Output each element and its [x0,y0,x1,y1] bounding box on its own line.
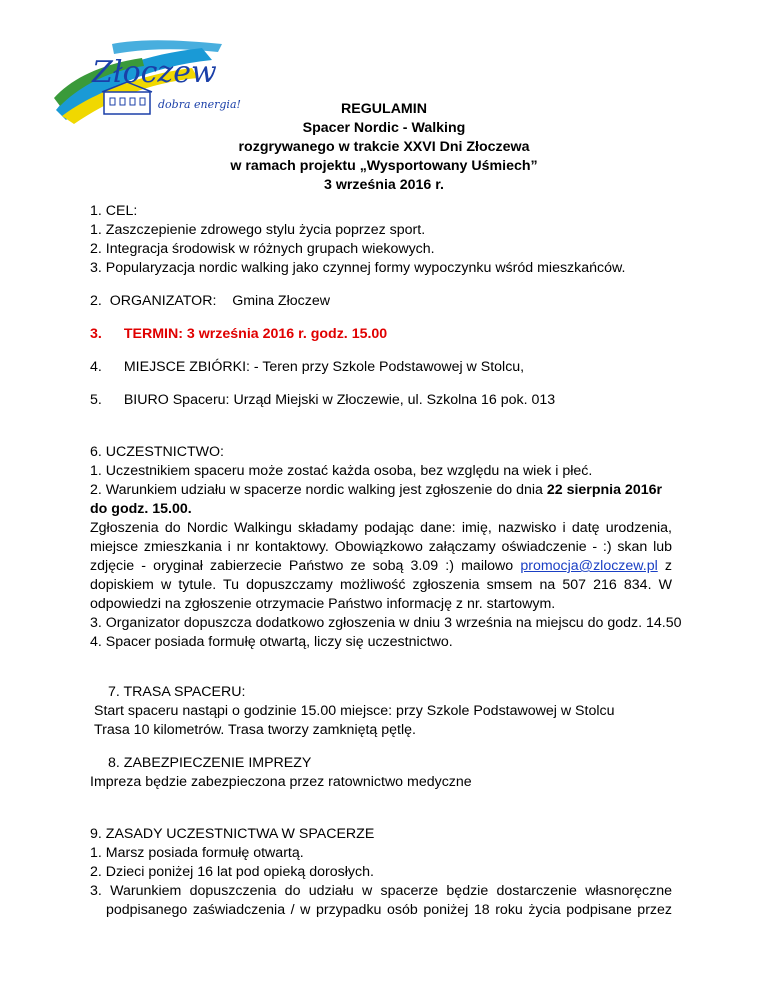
header-title: REGULAMIN [341,101,427,117]
section-8-line-1: Impreza będzie zabezpieczona przez ratownictwo medyczne [90,774,472,790]
section-1-item-1: 1. Zaszczepienie zdrowego stylu życia poprzez sport. [90,222,426,238]
section-6-deadline: 22 sierpnia 2016r [546,482,663,498]
section-6-justified-4: dopiskiem w tytule. Tu dopuszczamy możliwość zgłoszenia smsem na 507 216 834. W [90,577,672,593]
section-6-justified-2: miejsce zmieszkania i nr kontaktowy. Obowiązkowo załączamy oświadczenie - :) skan lub [90,539,672,555]
section-4-number: 4. [90,359,102,375]
section-1-item-3: 3. Popularyzacja nordic walking jako czynnej formy wypoczynku wśród mieszkańców. [90,260,626,276]
section-5-number: 5. [90,392,102,408]
section-1-title: 1. CEL: [90,203,138,219]
section-9-title: 9. ZASADY UCZESTNICTWA W SPACERZE [90,826,375,842]
section-6-title: 6. UCZESTNICTWO: [90,444,224,460]
section-5-office [90,391,555,410]
section-3-number: 3. [90,326,102,342]
section-6-point-1: 1. Uczestnikiem spaceru może zostać każda osoba, bez względu na wiek i płeć. [90,463,593,479]
section-9-item-2: 2. Dzieci poniżej 16 lat pod opieką dorosłych. [90,864,374,880]
section-8-title: 8. ZABEZPIECZENIE IMPREZY [108,755,312,771]
section-2-label: ORGANIZATOR: [109,293,217,309]
section-7-title: 7. TRASA SPACERU: [108,684,246,700]
section-1-item-2: 2. Integracja środowisk w różnych grupach wiekowych. [90,241,435,257]
section-9-item-1: 1. Marsz posiada formułę otwartą. [90,845,304,861]
section-6-point-3: 3. Organizator dopuszcza dodatkowo zgłoszenia w dniu 3 września na miejscu do godz. 14.50 [90,615,682,631]
section-6-point-2-text: 2. Warunkiem udziału w spacerze nordic walking jest zgłoszenie do dnia [90,482,547,498]
section-3-date [90,325,387,344]
header-subtitle: Spacer Nordic - Walking [302,120,466,136]
section-2-value: Gmina Złoczew [232,293,330,309]
header-line-4: w ramach projektu „Wysportowany Uśmiech” [230,158,538,174]
section-2-number: 2. [90,293,102,309]
section-6-justified-5: odpowiedzi na zgłoszenie otrzymacie Państwo informację z nr. startowym. [90,596,556,612]
header-date: 3 września 2016 r. [324,177,444,193]
section-6-justified-1: Zgłoszenia do Nordic Walkingu składamy podając dane: imię, nazwisko i datę urodzenia, [90,520,672,536]
section-6-justified-3-text: zdjęcie - oryginał zabierzecie Państwo ze sobą 3.09 :) mailowo [90,558,514,574]
logo-tagline: dobra energia! [158,98,241,111]
document-header [0,100,768,195]
header-line-3: rozgrywanego w trakcie XXVI Dni Złoczewa [238,139,530,155]
section-7-line-1: Start spaceru nastąpi o godzinie 15.00 miejsce: przy Szkole Podstawowej w Stolcu [94,703,615,719]
email-link[interactable]: promocja@zloczew.pl [520,558,658,574]
section-4-text: MIEJSCE ZBIÓRKI: - Teren przy Szkole Podstawowej w Stolcu, [123,359,525,375]
section-2-organizer [90,292,330,311]
section-6-justified-3 [90,557,672,576]
logo-script-text: Złoczew [92,55,217,90]
section-5-text: BIURO Spaceru: Urząd Miejski w Złoczewie, ul. Szkolna 16 pok. 013 [123,392,556,408]
section-6-justified-3-end: z [664,558,672,574]
section-7-line-2: Trasa 10 kilometrów. Trasa tworzy zamkniętą pętlę. [94,722,416,738]
section-6-point-2 [90,481,662,500]
section-3-text: TERMIN: 3 września 2016 r. godz. 15.00 [123,326,388,342]
section-6-deadline-time: do godz. 15.00. [90,501,192,517]
section-6-point-4: 4. Spacer posiada formułę otwartą, liczy się uczestnictwo. [90,634,453,650]
section-9-item-3: 3. Warunkiem dopuszczenia do udziału w spacerze będzie dostarczenie własnoręczne [90,883,672,899]
section-9-item-3-cont: podpisanego zaświadczenia / w przypadku osób poniżej 18 roku życia podpisane przez [106,902,672,918]
section-4-place [90,358,524,377]
